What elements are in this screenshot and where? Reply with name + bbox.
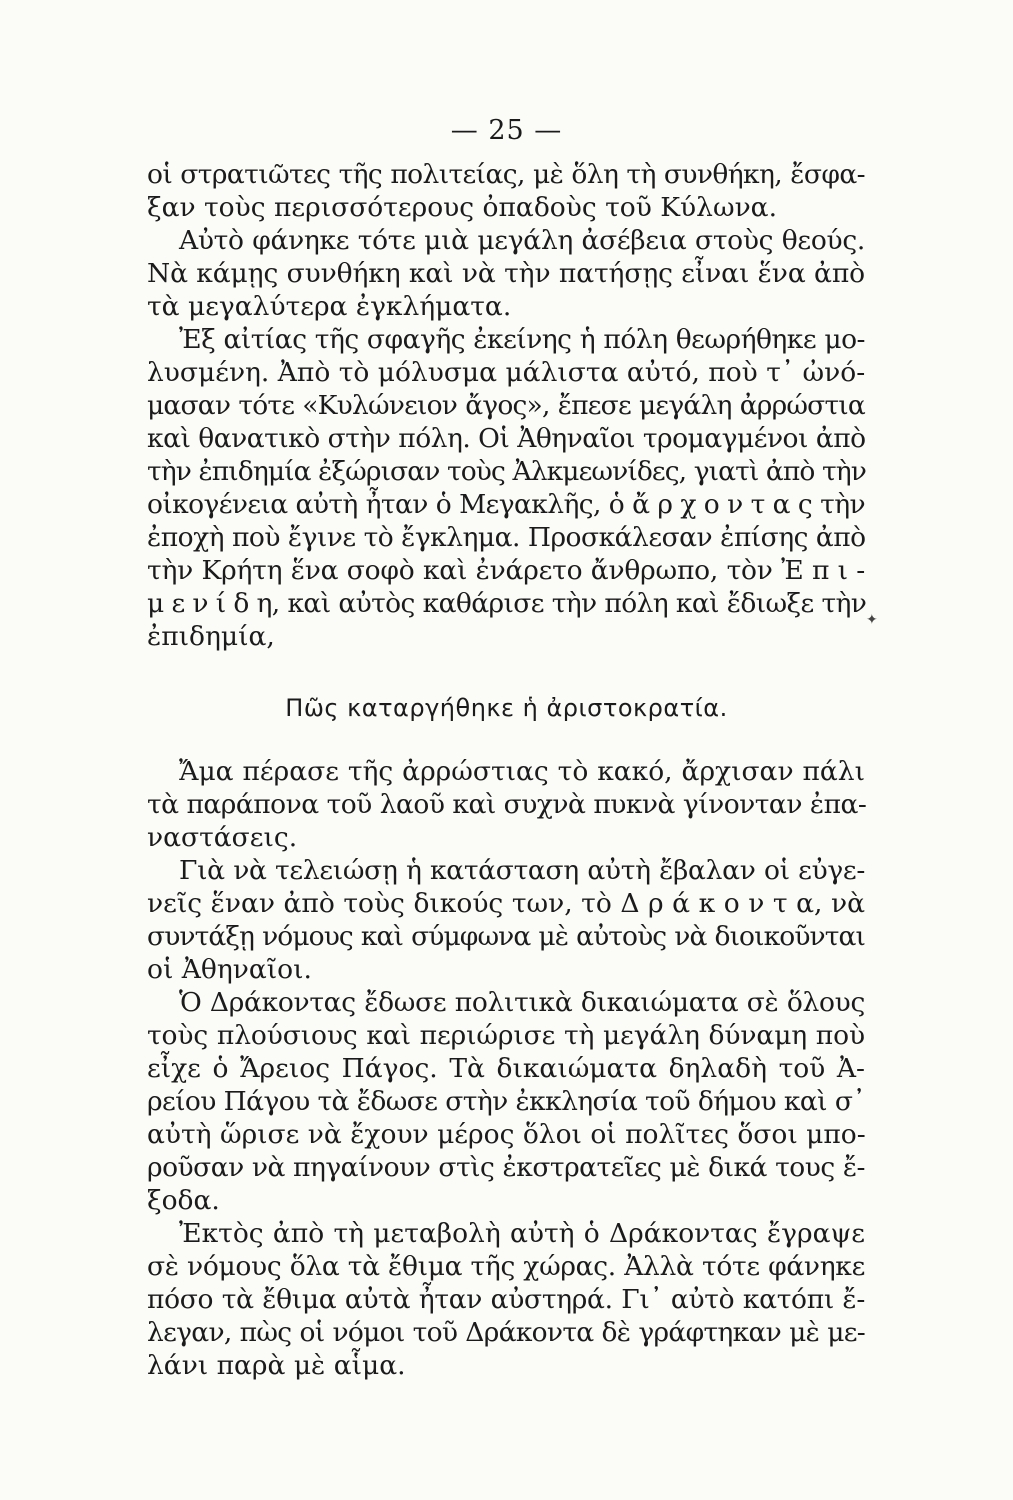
text-block-2 bbox=[147, 755, 865, 1382]
text-line: οἰκογένεια αὐτὴ ἦταν ὁ Μεγακλῆς, ὁ ἄ ρ χ ο ν τ α ς τὴν bbox=[147, 489, 865, 520]
text-line: τὰ μεγαλύτερα ἐγκλήματα. bbox=[147, 291, 512, 322]
text-line: ναστάσεις. bbox=[147, 822, 298, 853]
text-line: Γιὰ νὰ τελειώσῃ ἡ κατάσταση αὐτὴ ἔβαλαν οἱ εὐγε- bbox=[179, 855, 865, 886]
text-block-1 bbox=[147, 158, 865, 653]
text-line: τὴν ἐπιδημία ἐξώρισαν τοὺς Ἀλκμεωνίδες, γιατὶ ἀπὸ τὴν bbox=[147, 456, 866, 487]
text-line: Ἐκτὸς ἀπὸ τὴ μεταβολὴ αὐτὴ ὁ Δράκοντας ἔγραψε bbox=[179, 1218, 865, 1249]
text-line: Αὐτὸ φάνηκε τότε μιὰ μεγάλη ἀσέβεια στοὺς θεούς. bbox=[179, 225, 865, 256]
text-line: σὲ νόμους ὅλα τὰ ἔθιμα τῆς χώρας. Ἀλλὰ τότε φάνηκε bbox=[147, 1251, 865, 1282]
text-line: μ ε ν ί δ η, καὶ αὐτὸς καθάρισε τὴν πόλη καὶ ἔδιωξε τὴν bbox=[147, 588, 867, 619]
text-line: ρείου Πάγου τὰ ἔδωσε στὴν ἐκκλησία τοῦ δήμου καὶ σ᾽ bbox=[147, 1086, 865, 1117]
text-line: πόσο τὰ ἔθιμα αὐτὰ ἦταν αὐστηρά. Γι᾽ αὐτὸ κατόπι ἔ- bbox=[147, 1284, 865, 1315]
text-line: Ἄμα πέρασε τῆς ἀρρώστιας τὸ κακό, ἄρχισαν πάλι bbox=[179, 756, 865, 787]
text-line: λυσμένη. Ἀπὸ τὸ μόλυσμα μάλιστα αὐτό, ποὺ τ᾽ ὠνό- bbox=[147, 357, 866, 388]
text-line: ροῦσαν νὰ πηγαίνουν στὶς ἐκστρατεῖες μὲ δικά τους ἔ- bbox=[147, 1152, 865, 1183]
page-number: — 25 — bbox=[450, 115, 563, 146]
text-line: λάνι παρὰ μὲ αἷμα. bbox=[147, 1350, 406, 1381]
text-line: ἐπιδημία, bbox=[147, 621, 275, 652]
text-line: οἱ Ἀθηναῖοι. bbox=[147, 954, 312, 985]
text-line: Νὰ κάμῃς συνθήκη καὶ νὰ τὴν πατήσῃς εἶναι ἕνα ἀπὸ bbox=[147, 258, 865, 289]
text-line: ἐποχὴ ποὺ ἔγινε τὸ ἔγκλημα. Προσκάλεσαν ἐπίσης ἀπὸ bbox=[147, 522, 866, 553]
text-line: λεγαν, πὼς οἱ νόμοι τοῦ Δράκοντα δὲ γράφτηκαν μὲ με- bbox=[147, 1317, 865, 1348]
text-line: εἶχε ὁ Ἄρειος Πάγος. Τὰ δικαιώματα δηλαδὴ τοῦ Ἀ- bbox=[147, 1053, 865, 1084]
text-line: νεῖς ἕναν ἀπὸ τοὺς δικούς των, τὸ Δ ρ ά κ ο ν τ α, νὰ bbox=[147, 888, 865, 919]
text-line: Ὁ Δράκοντας ἔδωσε πολιτικὰ δικαιώματα σὲ ὅλους bbox=[179, 987, 865, 1018]
text-line: τὴν Κρήτη ἕνα σοφὸ καὶ ἐνάρετο ἄνθρωπο, τὸν Ἐ π ι - bbox=[147, 555, 865, 586]
margin-mark: ✦ bbox=[866, 612, 878, 628]
text-line: μασαν τότε «Κυλώνειον ἄγος», ἔπεσε μεγάλη ἀρρώστια bbox=[147, 390, 865, 421]
text-line: οἱ στρατιῶτες τῆς πολιτείας, μὲ ὅλη τὴ συνθήκη, ἔσφα- bbox=[147, 159, 865, 190]
section-heading: Πῶς καταργήθηκε ἡ ἀριστοκρατία. bbox=[285, 694, 728, 722]
text-line: τοὺς πλούσιους καὶ περιώρισε τὴ μεγάλη δύναμη ποὺ bbox=[147, 1020, 865, 1051]
text-line: Ἐξ αἰτίας τῆς σφαγῆς ἐκείνης ἡ πόλη θεωρήθηκε μο- bbox=[179, 324, 865, 355]
text-line: αὐτὴ ὥρισε νὰ ἔχουν μέρος ὅλοι οἱ πολῖτες ὅσοι μπο- bbox=[147, 1119, 866, 1150]
text-line: ξαν τοὺς περισσότερους ὀπαδοὺς τοῦ Κύλωνα. bbox=[147, 192, 777, 223]
text-line: καὶ θανατικὸ στὴν πόλη. Οἱ Ἀθηναῖοι τρομαγμένοι ἀπὸ bbox=[147, 423, 866, 454]
text-line: τὰ παράπονα τοῦ λαοῦ καὶ συχνὰ πυκνὰ γίνονταν ἐπα- bbox=[147, 789, 867, 820]
text-line: συντάξῃ νόμους καὶ σύμφωνα μὲ αὐτοὺς νὰ διοικοῦνται bbox=[147, 921, 865, 952]
text-line: ξοδα. bbox=[147, 1185, 220, 1216]
